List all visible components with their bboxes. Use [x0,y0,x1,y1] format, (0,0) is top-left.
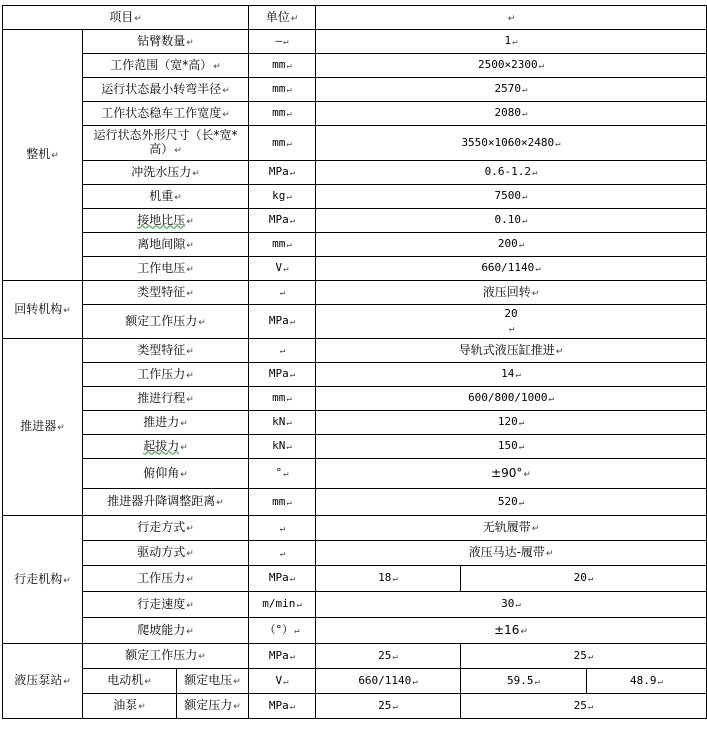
table-row [3,387,707,411]
row-value: 0.10↵ [316,209,707,233]
row-unit: mm↵ [249,54,316,78]
row-name: 工作压力↵ [83,566,249,592]
row-value: 14↵ [316,363,707,387]
table-row [3,305,707,339]
group-label-travel: 行走机构↵ [3,516,83,644]
row-value: 2570↵ [316,78,707,102]
header-row [3,6,707,30]
row-name: 推进力↵ [83,411,249,435]
row-name: 运行状态最小转弯半径↵ [83,78,249,102]
row-name: 推进行程↵ [83,387,249,411]
row-unit: kN↵ [249,435,316,459]
row-name: 工作状态稳车工作宽度↵ [83,102,249,126]
header-item: 项目↵ [3,6,249,30]
row-name: 接地比压↵ [83,209,249,233]
group-label-machine: 整机↵ [3,30,83,281]
header-unit: 单位↵ [249,6,316,30]
row-value-c: 48.9↵ [587,669,707,694]
header-value: ↵ [316,6,707,30]
row-name: 行走方式↵ [83,516,249,541]
row-value: 2080↵ [316,102,707,126]
row-name: 类型特征↵ [83,339,249,363]
table-row [3,411,707,435]
row-value: 20 ↵ [316,305,707,339]
table-row [3,489,707,516]
table-row [3,102,707,126]
row-value: 2500×2300↵ [316,54,707,78]
row-value: 600/800/1000↵ [316,387,707,411]
table-row [3,209,707,233]
row-unit: kg↵ [249,185,316,209]
row-value-a: 660/1140↵ [316,669,461,694]
row-unit: kN↵ [249,411,316,435]
table-row [3,516,707,541]
row-unit: MPa↵ [249,566,316,592]
row-name: 工作压力↵ [83,363,249,387]
row-value-a: 25↵ [316,644,461,669]
group-label-feeder: 推进器↵ [3,339,83,516]
row-value-a: 18↵ [316,566,461,592]
row-unit: mm↵ [249,102,316,126]
row-value: 30↵ [316,592,707,618]
table-row [3,566,707,592]
table-row [3,257,707,281]
table-row [3,161,707,185]
table-row [3,459,707,489]
row-unit: °↵ [249,459,316,489]
row-subname: 额定电压↵ [177,669,249,694]
table-row [3,339,707,363]
row-value: 0.6-1.2↵ [316,161,707,185]
table-row [3,644,707,669]
row-unit: V↵ [249,257,316,281]
row-unit: （°）↵ [249,618,316,644]
row-value: 液压回转↵ [316,281,707,305]
row-unit: mm↵ [249,387,316,411]
row-name: 驱动方式↵ [83,541,249,566]
row-name: 油泵↵ [83,694,177,719]
row-unit: MPa↵ [249,209,316,233]
row-value: 导轨式液压缸推进↵ [316,339,707,363]
row-unit: mm↵ [249,126,316,161]
row-unit: mm↵ [249,489,316,516]
row-value: ±90°↵ [316,459,707,489]
row-name: 俯仰角↵ [83,459,249,489]
row-value-b: 25↵ [461,694,707,719]
row-unit: MPa↵ [249,694,316,719]
row-unit: MPa↵ [249,363,316,387]
row-value: 3550×1060×2480↵ [316,126,707,161]
row-name: 推进器升降调整距离↵ [83,489,249,516]
table-row [3,233,707,257]
row-value-b: 59.5↵ [461,669,587,694]
table-row [3,363,707,387]
row-name: 机重↵ [83,185,249,209]
row-value: 200↵ [316,233,707,257]
row-value: 无轨履带↵ [316,516,707,541]
row-value: 150↵ [316,435,707,459]
spec-table [2,5,707,719]
row-unit: mm↵ [249,233,316,257]
row-unit: MPa↵ [249,161,316,185]
row-name: 行走速度↵ [83,592,249,618]
row-name: 起拔力↵ [83,435,249,459]
row-name: 离地间隙↵ [83,233,249,257]
table-row [3,592,707,618]
row-value-b: 20↵ [461,566,707,592]
row-unit: ↵ [249,339,316,363]
row-name: 工作电压↵ [83,257,249,281]
table-row [3,541,707,566]
table-row [3,435,707,459]
group-label-rotation: 回转机构↵ [3,281,83,339]
row-value: 120↵ [316,411,707,435]
row-name: 运行状态外形尺寸（长*宽*高）↵ [83,126,249,161]
row-unit: MPa↵ [249,644,316,669]
row-unit: m/min↵ [249,592,316,618]
row-name: 钻臂数量↵ [83,30,249,54]
group-label-pump: 液压泵站↵ [3,644,83,719]
row-unit: —↵ [249,30,316,54]
table-row [3,30,707,54]
row-unit: ↵ [249,281,316,305]
table-row [3,281,707,305]
row-unit: mm↵ [249,78,316,102]
row-value: 液压马达-履带↵ [316,541,707,566]
row-name: 冲洗水压力↵ [83,161,249,185]
row-name: 电动机↵ [83,669,177,694]
row-name: 额定工作压力↵ [83,305,249,339]
row-value-a: 25↵ [316,694,461,719]
row-value: ±16↵ [316,618,707,644]
row-name: 类型特征↵ [83,281,249,305]
table-row [3,78,707,102]
table-row [3,669,707,694]
table-row [3,54,707,78]
row-subname: 额定压力↵ [177,694,249,719]
row-unit: V↵ [249,669,316,694]
row-value: 520↵ [316,489,707,516]
row-value: 7500↵ [316,185,707,209]
row-name: 爬坡能力↵ [83,618,249,644]
row-unit: ↵ [249,541,316,566]
table-row [3,185,707,209]
table-row [3,694,707,719]
row-value-b: 25↵ [461,644,707,669]
row-unit: ↵ [249,516,316,541]
row-name: 工作范围（宽*高）↵ [83,54,249,78]
table-row [3,618,707,644]
row-name: 额定工作压力↵ [83,644,249,669]
table-row [3,126,707,161]
row-value: 660/1140↵ [316,257,707,281]
row-value: 1↵ [316,30,707,54]
row-unit: MPa↵ [249,305,316,339]
